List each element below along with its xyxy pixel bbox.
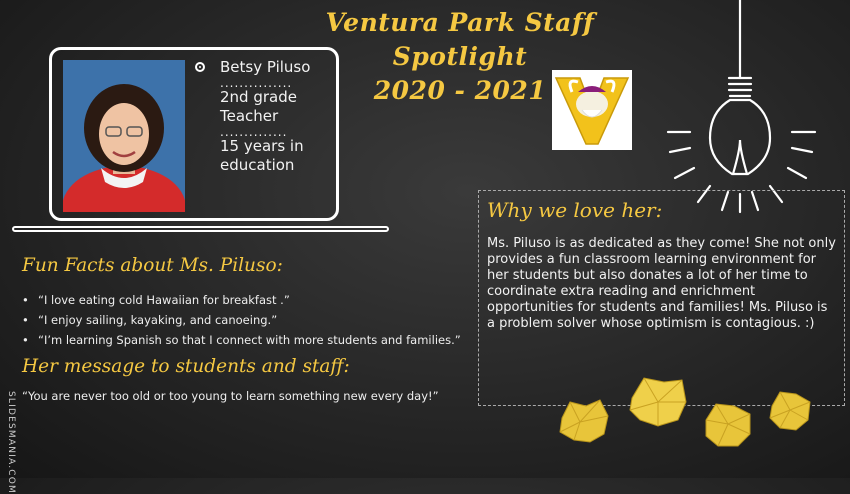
fun-fact-item: • “I love eating cold Hawaiian for breakfast .” [22,290,461,310]
crumpled-paper-icon [556,396,612,446]
message-heading: Her message to students and staff: [22,356,350,377]
school-logo-icon [552,70,632,150]
fun-fact-item: • “I enjoy sailing, kayaking, and canoeing.” [22,310,461,330]
lightbulb-icon [660,0,830,215]
crumpled-paper-icon [702,400,754,450]
teacher-photo [63,60,185,212]
fun-facts-heading: Fun Facts about Ms. Piluso: [22,255,283,276]
teacher-role: 2nd grade Teacher [220,87,297,125]
title-line-1: Ventura Park Staff Spotlight [325,8,595,71]
fun-facts-list [22,290,461,350]
fun-fact-item: • “I’m learning Spanish so that I connect with more students and families.” [22,330,461,350]
separator: ............... [220,75,293,90]
portrait-icon [63,60,185,212]
why-heading: Why we love her: [487,198,663,222]
teacher-name: Betsy Piluso [220,58,311,76]
crumpled-paper-icon [768,388,814,432]
title-line-2: 2020 - 2021 [373,76,547,105]
credit-text: SLIDESMANIA.COM [6,391,16,494]
message-text: “You are never too old or too young to learn something new every day!” [22,389,439,403]
laptop-base [12,226,389,232]
separator: .............. [220,124,288,139]
bullet-icon [195,62,205,72]
crumpled-paper-icon [628,374,690,428]
teacher-experience: 15 years in education [220,136,304,174]
why-text: Ms. Piluso is as dedicated as they come! She not only provides a fun classroom learning environment for her students but also donates a lot of her time to coordinate extra reading and enrichment opportunities for students and families! Ms. Piluso is a problem solver whose optimism is contagious. :) [487,236,836,331]
